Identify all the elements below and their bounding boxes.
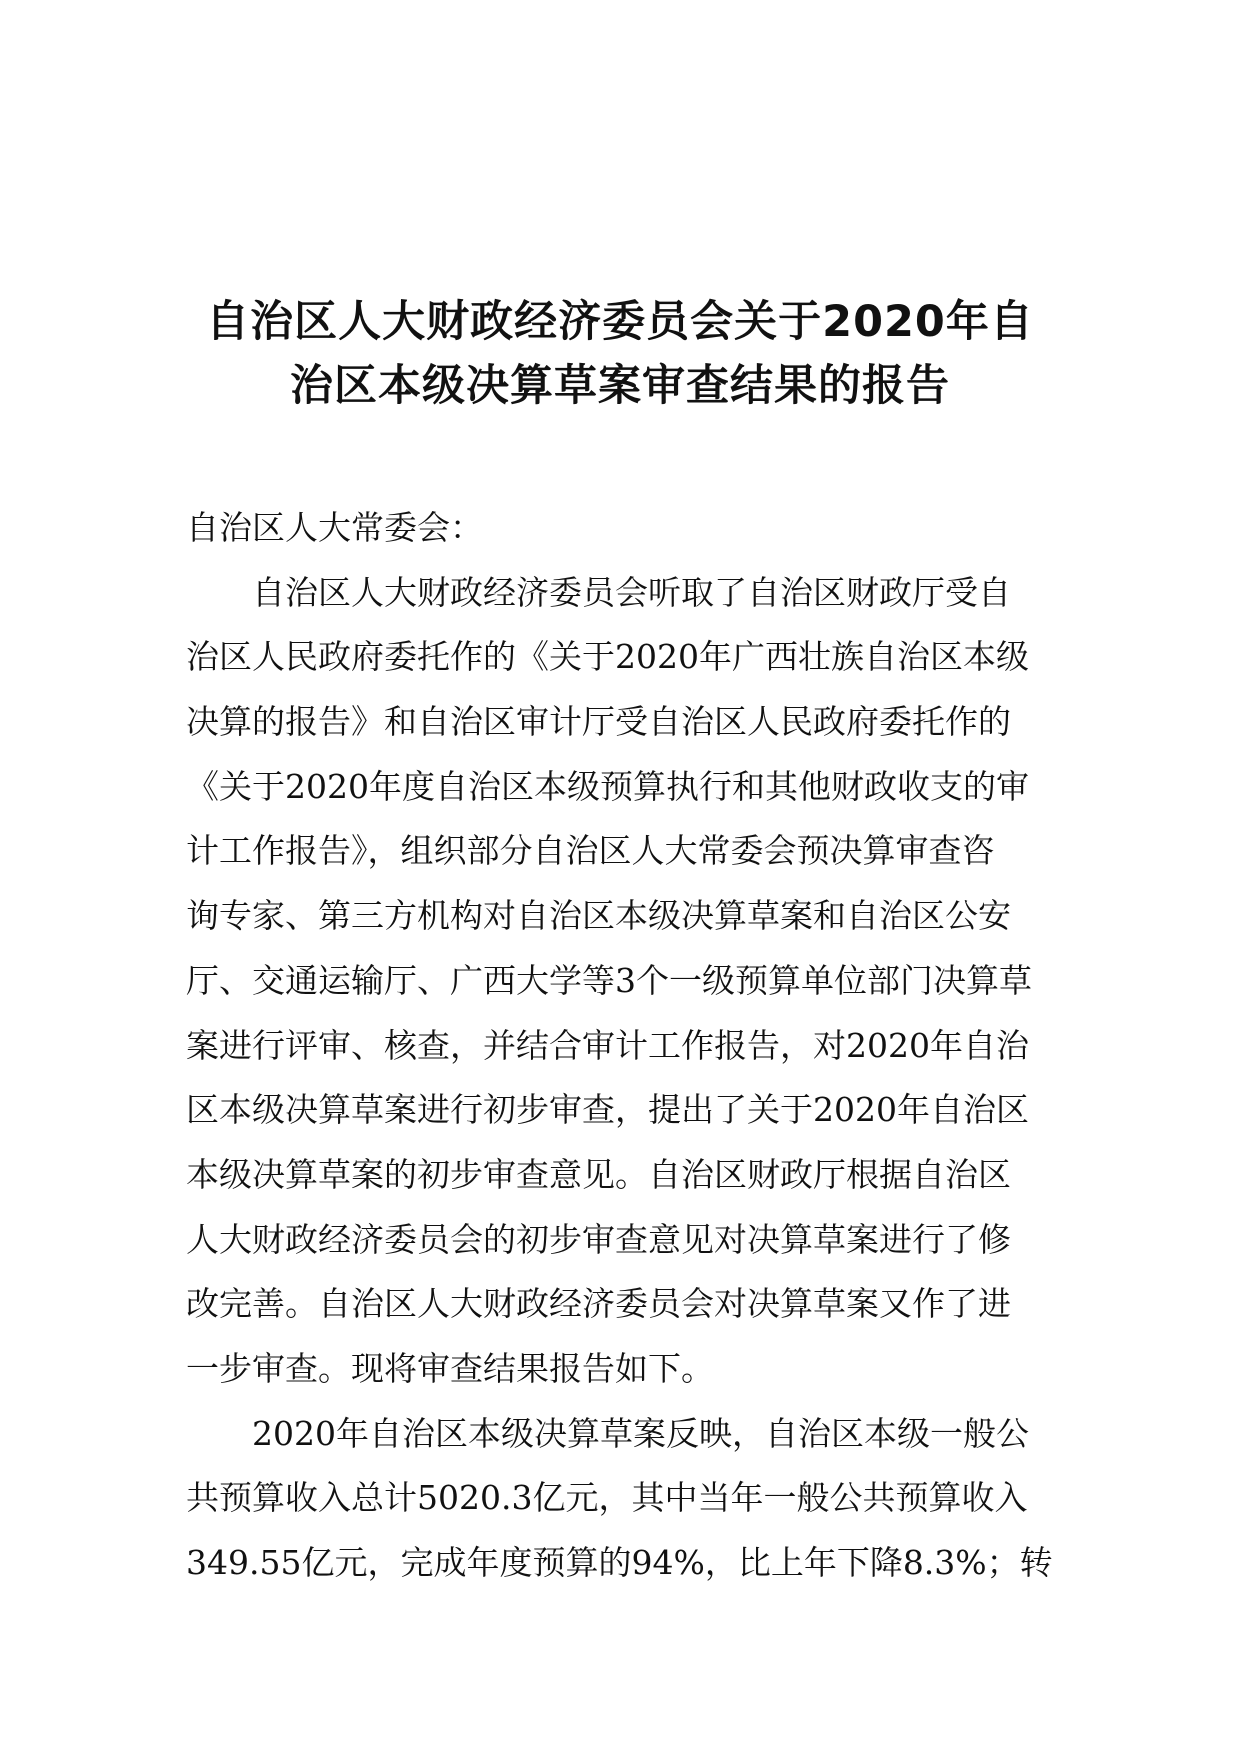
paragraph-line: 自治区人大财政经济委员会听取了自治区财政厅受自 xyxy=(252,572,1011,612)
paragraph-line: 计工作报告》，组织部分自治区人大常委会预决算审查咨 xyxy=(186,831,995,871)
paragraph-line: 厅、交通运输厅、广西大学等3个一级预算单位部门决算草 xyxy=(186,960,1032,1000)
paragraph-line: 人大财政经济委员会的初步审查意见对决算草案进行了修 xyxy=(186,1219,1011,1259)
paragraph-line: 治区人民政府委托作的《关于2020年广西壮族自治区本级 xyxy=(186,637,1029,677)
paragraph-1 xyxy=(186,561,1066,1402)
paragraph-line: 区本级决算草案进行初步审查，提出了关于2020年自治区 xyxy=(186,1090,1029,1130)
paragraph-line: 一步审查。现将审查结果报告如下。 xyxy=(186,1348,714,1388)
title-line: 自治区人大财政经济委员会关于2020年自 xyxy=(206,297,1034,347)
paragraph-2 xyxy=(186,1402,1066,1596)
paragraph-line: 询专家、第三方机构对自治区本级决算草案和自治区公安 xyxy=(186,896,1011,936)
paragraph-line: 改完善。自治区人大财政经济委员会对决算草案又作了进 xyxy=(186,1284,1011,1324)
paragraph-line: 本级决算草案的初步审查意见。自治区财政厅根据自治区 xyxy=(186,1154,1011,1194)
paragraph-line: 349.55亿元，完成年度预算的94%，比上年下降8.3%；转 xyxy=(186,1543,1053,1582)
paragraph-line: 《关于2020年度自治区本级预算执行和其他财政收支的审 xyxy=(186,766,1029,806)
document-body xyxy=(186,496,1066,1596)
paragraph-line: 决算的报告》和自治区审计厅受自治区人民政府委托作的 xyxy=(186,702,1011,742)
paragraph-line: 共预算收入总计5020.3亿元，其中当年一般公共预算收入 xyxy=(186,1478,1028,1518)
paragraph-line: 2020年自治区本级决算草案反映，自治区本级一般公 xyxy=(252,1413,1029,1453)
document-title xyxy=(180,290,1060,418)
paragraph-line: 案进行评审、核查，并结合审计工作报告，对2020年自治 xyxy=(186,1025,1029,1065)
salutation: 自治区人大常委会： xyxy=(186,508,483,547)
title-line: 治区本级决算草案审查结果的报告 xyxy=(290,361,950,411)
